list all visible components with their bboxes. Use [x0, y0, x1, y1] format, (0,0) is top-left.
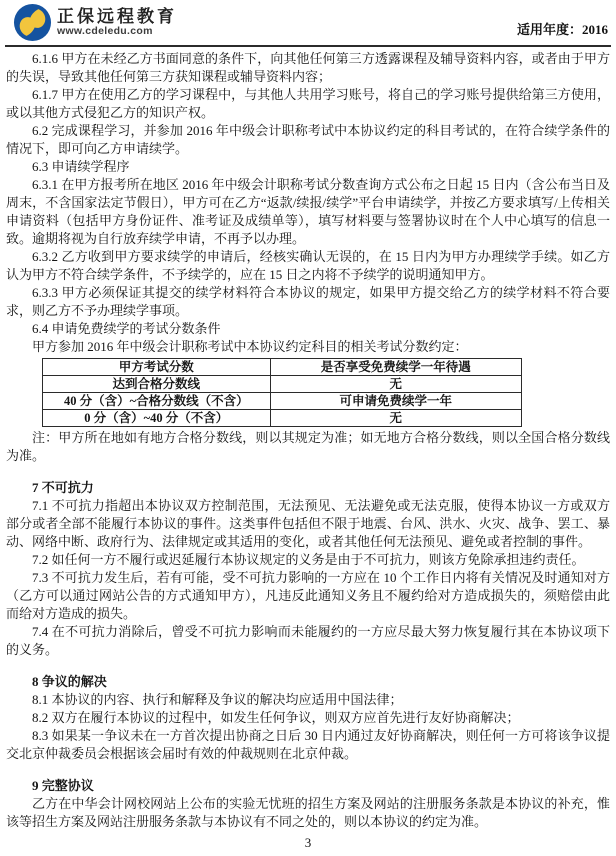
clause-6-3-2: 6.3.2 乙方收到甲方要求续学的申请后，经核实确认无误的，在 15 日内为甲方办理续学手续。如乙方认为甲方不符合续学条件，不予续学的，应在 15 日之内将不予续学的说明通知甲方。 — [6, 249, 610, 282]
clause-7-4: 7.4 在不可抗力消除后，曾受不可抗力影响而未能履约的一方应尽最大努力恢复履行其在本协议项下的义务。 — [6, 624, 610, 657]
clause-8-1: 8.1 本协议的内容、执行和解释及争议的解决均应适用中国法律； — [32, 692, 403, 707]
table-row — [43, 410, 522, 427]
contract-body — [0, 47, 616, 831]
score-range-cell: 达到合格分数线 — [43, 376, 271, 393]
benefit-cell: 无 — [270, 410, 521, 427]
clause-6-3-3: 6.3.3 甲方必须保证其提交的续学材料符合本协议的规定，如果甲方提交给乙方的续学材料不符合要求，则乙方不予办理续学事项。 — [6, 285, 610, 318]
applicable-year-label: 适用年度：2016 — [516, 22, 608, 37]
clause-6-1-7: 6.1.7 甲方在使用乙方的学习课程中，与其他人共用学习账号，将自己的学习账号提供给第三方使用，或以其他方式侵犯乙方的知识产权。 — [6, 87, 610, 120]
page-header — [5, 0, 611, 47]
score-table-note: 注：甲方所在地如有地方合格分数线，则以其规定为准；如无地方合格分数线，则以全国合格分数线为准。 — [6, 430, 610, 463]
table-row — [43, 393, 522, 410]
table-row — [43, 376, 522, 393]
brand-logo-icon — [13, 3, 52, 42]
section-7-heading: 7 不可抗力 — [32, 480, 94, 495]
benefit-cell: 可申请免费续学一年 — [270, 393, 521, 410]
score-range-cell: 0 分（含）~40 分（不含） — [43, 410, 271, 427]
page-number: 3 — [304, 835, 312, 850]
clause-6-1-6: 6.1.6 甲方在未经乙方书面同意的条件下，向其他任何第三方透露课程及辅导资料内容，或者由于甲方的失误，导致其他任何第三方获知课程或辅导资料内容； — [6, 51, 610, 84]
brand — [13, 3, 177, 42]
clause-8-3: 8.3 如果某一争议未在一方首次提出协商之日后 30 日内通过友好协商解决，则任何一方可将该争议提交北京仲裁委员会根据该会届时有效的仲裁规则在北京仲裁。 — [6, 728, 610, 761]
score-table — [42, 358, 522, 427]
clause-7-1: 7.1 不可抗力指超出本协议双方控制范围，无法预见、无法避免或无法克服，使得本协议一方或双方部分或者全部不能履行本协议的事件。这类事件包括但不限于地震、台风、洪水、火灾、战争、罢工、暴动、网络中断、政府行为、法律规定或其适用的变化，或者其他任何无法预见、避免或者控制的事件。 — [6, 498, 610, 549]
section-9-heading: 9 完整协议 — [32, 778, 94, 793]
clause-9-body: 乙方在中华会计网校网站上公布的实验无忧班的招生方案及网站的注册服务条款是本协议的补充，惟该等招生方案及网站注册服务条款与本协议有不同之处的，则以本协议的约定为准。 — [6, 796, 610, 829]
benefit-cell: 无 — [270, 376, 521, 393]
clause-7-2: 7.2 如任何一方不履行或迟延履行本协议规定的义务是由于不可抗力，则该方免除承担违约责任。 — [32, 552, 585, 567]
score-table-header-cell: 甲方考试分数 — [43, 359, 271, 376]
score-table-intro: 甲方参加 2016 年中级会计职称考试中本协议约定科目的相关考试分数约定： — [32, 339, 468, 354]
clause-6-3-1: 6.3.1 在甲方报考所在地区 2016 年中级会计职称考试分数查询方式公布之日起 15 日内（含公布当日及周末，不含国家法定节假日），甲方可在乙方“返款/续报/续学”平台申请续学，并按乙方要求填写/上传相关申请资料（包括甲方身份证件、准考证及成绩单等），填写材料要与签署协议时在个人中心填写的信息一致。逾期将视为自行放弃续学申请，不再予以办理。 — [6, 177, 610, 246]
score-table-header-cell: 是否享受免费续学一年待遇 — [270, 359, 521, 376]
clause-6-3: 6.3 申请续学程序 — [32, 159, 130, 174]
brand-url: www.cdeledu.com — [57, 24, 153, 37]
clause-6-4: 6.4 申请免费续学的考试分数条件 — [32, 321, 221, 336]
brand-name: 正保远程教育 — [57, 7, 177, 27]
clause-7-3: 7.3 不可抗力发生后，若有可能，受不可抗力影响的一方应在 10 个工作日内将有关情况及时通知对方（乙方可以通过网站公告的方式通知甲方），凡违反此通知义务且不履约给对方造成损失的，须赔偿由此而给对方造成的损失。 — [6, 570, 610, 621]
clause-8-2: 8.2 双方在履行本协议的过程中，如发生任何争议，则双方应首先进行友好协商解决； — [32, 710, 520, 725]
brand-text — [57, 8, 177, 37]
section-8-heading: 8 争议的解决 — [32, 674, 107, 689]
score-range-cell: 40 分（含）~合格分数线（不含） — [43, 393, 271, 410]
clause-6-2: 6.2 完成课程学习，并参加 2016 年中级会计职称考试中本协议约定的科目考试的，在符合续学条件的情况下，即可向乙方申请续学。 — [6, 123, 610, 156]
score-table-header-row — [43, 359, 522, 376]
